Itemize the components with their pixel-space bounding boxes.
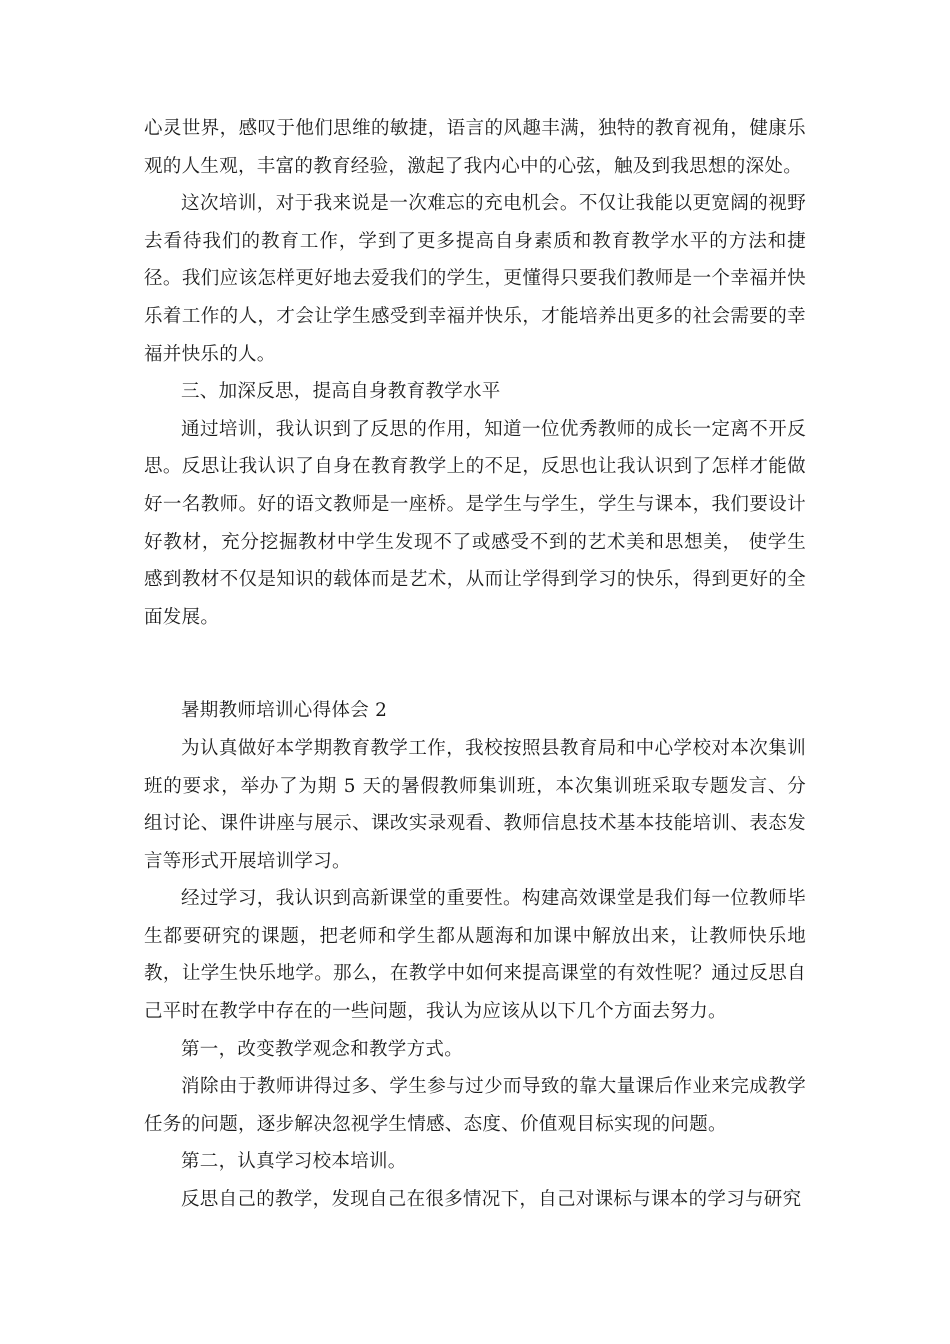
paragraph-efficient-classroom: 经过学习，我认识到高新课堂的重要性。构建高效课堂是我们每一位教师毕生都要研究的课题，把老师和学生都从题海和加课中解放出来，让教师快乐地教，让学生快乐地学。那么，在教学中如何来提高课堂的有效性呢？通过反思自己平时在教学中存在的一些问题，我认为应该从以下几个方面去努力。 [144,888,806,1023]
paragraph-point-1: 消除由于教师讲得过多、学生参与过少而导致的靠大量课后作业来完成教学任务的问题，逐步解决忽视学生情感、态度、价值观目标实现的问题。 [144,1076,806,1135]
paragraph-continuation: 心灵世界，感叹于他们思维的敏捷，语言的风趣丰满，独特的教育视角，健康乐观的人生观，丰富的教育经验，激起了我内心中的心弦，触及到我思想的深处。 [144,118,806,177]
section-gap [144,636,806,692]
paragraph-point-2: 反思自己的教学，发现自己在很多情况下，自己对课标与课本的学习与研究 [181,1189,802,1211]
paragraph-training-opportunity: 这次培训，对于我来说是一次难忘的充电机会。不仅让我能以更宽阔的视野去看待我们的教育工作，学到了更多提高自身素质和教育教学水平的方法和捷径。我们应该怎样更好地去爱我们的学生，更懂得只要我们教师是一个幸福并快乐着工作的人，才会让学生感受到幸福并快乐，才能培养出更多的社会需要的幸福并快乐的人。 [144,193,806,365]
point-heading-2: 第二，认真学习校本培训。 [181,1151,407,1173]
section-heading-reflection: 三、加深反思，提高自身教育教学水平 [181,381,501,403]
paragraph-reflection: 通过培训，我认识到了反思的作用，知道一位优秀教师的成长一定离不开反思。反思让我认识了自身在教育教学上的不足，反思也让我认识到了怎样才能做好一名教师。好的语文教师是一座桥。是学生与学生，学生与课本，我们要设计好教材，充分挖掘教材中学生发现不了或感受不到的艺术美和思想美， 使学生感到教材不仅是知识的载体而是艺术，从而让学得到学习的快乐，得到更好的全面发展。 [144,418,806,628]
point-heading-1: 第一，改变教学观念和教学方式。 [181,1038,464,1060]
paragraph-training-intro: 为认真做好本学期教育教学工作，我校按照县教育局和中心学校对本次集训班的要求，举办了为期 5 天的暑假教师集训班，本次集训班采取专题发言、分组讨论、课件讲座与展示、课改实录观看、教师信息技术基本技能培训、表态发言等形式开展培训学习。 [144,737,806,872]
section-title-2: 暑期教师培训心得体会 2 [181,700,388,722]
document-page [144,110,806,1219]
